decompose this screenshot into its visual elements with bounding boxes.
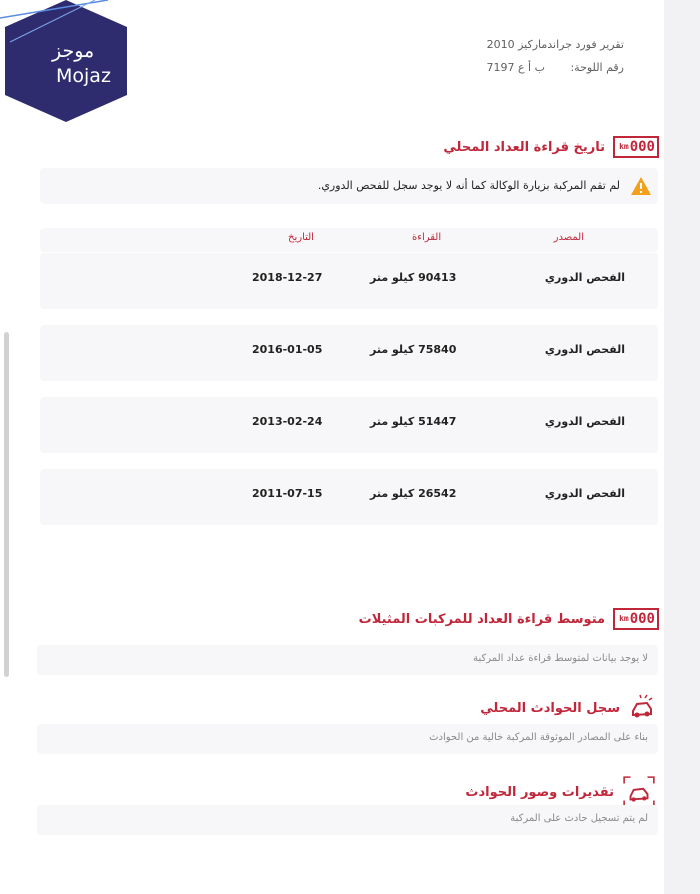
row-reading: 75840 كيلو متر bbox=[370, 343, 457, 356]
table-row bbox=[40, 325, 658, 381]
car-crash-icon bbox=[628, 694, 656, 722]
average-message: لا يوجد بيانات لمتوسط قراءة عداد المركبة bbox=[473, 653, 648, 664]
vertical-scrollbar[interactable] bbox=[4, 332, 9, 677]
row-reading: 26542 كيلو متر bbox=[370, 487, 457, 500]
row-source: الفحص الدوري bbox=[544, 271, 625, 284]
accidents-title: سجل الحوادث المحلي bbox=[480, 700, 620, 716]
odometer-icon: 000 km bbox=[613, 608, 659, 630]
average-info-box bbox=[37, 645, 658, 675]
average-section-title bbox=[359, 608, 659, 630]
odometer-title: تاريخ قراءة العداد المحلي bbox=[443, 139, 606, 155]
logo-arabic: موجز bbox=[52, 40, 95, 62]
row-date: 2016-01-05 bbox=[252, 343, 323, 356]
header-reading: القراءة bbox=[412, 232, 442, 243]
header-date: التاريخ bbox=[288, 232, 314, 243]
odometer-table-header bbox=[40, 228, 658, 252]
logo-english: Mojaz bbox=[56, 65, 111, 87]
table-row bbox=[40, 253, 658, 309]
estimates-info-box bbox=[37, 805, 658, 835]
accidents-info-box bbox=[37, 724, 658, 754]
odometer-section-title bbox=[443, 136, 659, 158]
accidents-message: بناء على المصادر الموثوقة المركبة خالية من الحوادث bbox=[429, 732, 648, 743]
odometer-icon: 000 km bbox=[613, 136, 659, 158]
estimates-message: لم يتم تسجيل حادث على المركبة bbox=[510, 813, 648, 824]
report-title: تقرير فورد جراندماركيز 2010 bbox=[486, 38, 624, 51]
row-date: 2013-02-24 bbox=[252, 415, 323, 428]
row-reading: 51447 كيلو متر bbox=[370, 415, 457, 428]
plate-label: رقم اللوحة: bbox=[570, 61, 624, 74]
average-title: متوسط قراءة العداد للمركبات المثيلات bbox=[358, 611, 606, 627]
right-gutter bbox=[664, 0, 700, 894]
warning-banner bbox=[40, 168, 658, 204]
estimates-title: تقديرات وصور الحوادث bbox=[465, 784, 614, 800]
accidents-section-title bbox=[480, 694, 656, 722]
row-source: الفحص الدوري bbox=[544, 415, 625, 428]
row-reading: 90413 كيلو متر bbox=[370, 271, 457, 284]
row-date: 2018-12-27 bbox=[252, 271, 323, 284]
warning-icon bbox=[630, 176, 652, 196]
estimates-section-title bbox=[465, 775, 656, 809]
header-source: المصدر bbox=[553, 232, 584, 243]
table-row bbox=[40, 397, 658, 453]
row-date: 2011-07-15 bbox=[252, 487, 323, 500]
camera-frame-icon bbox=[622, 775, 656, 809]
row-source: الفحص الدوري bbox=[544, 343, 625, 356]
warning-text: لم تقم المركبة بزيارة الوكالة كما أنه لا يوجد سجل للفحص الدوري. bbox=[317, 179, 620, 192]
plate-info bbox=[487, 61, 625, 74]
row-source: الفحص الدوري bbox=[544, 487, 625, 500]
mojaz-logo bbox=[0, 0, 135, 125]
table-row bbox=[40, 469, 658, 525]
plate-value: ب أ ع 7197 bbox=[486, 61, 545, 74]
